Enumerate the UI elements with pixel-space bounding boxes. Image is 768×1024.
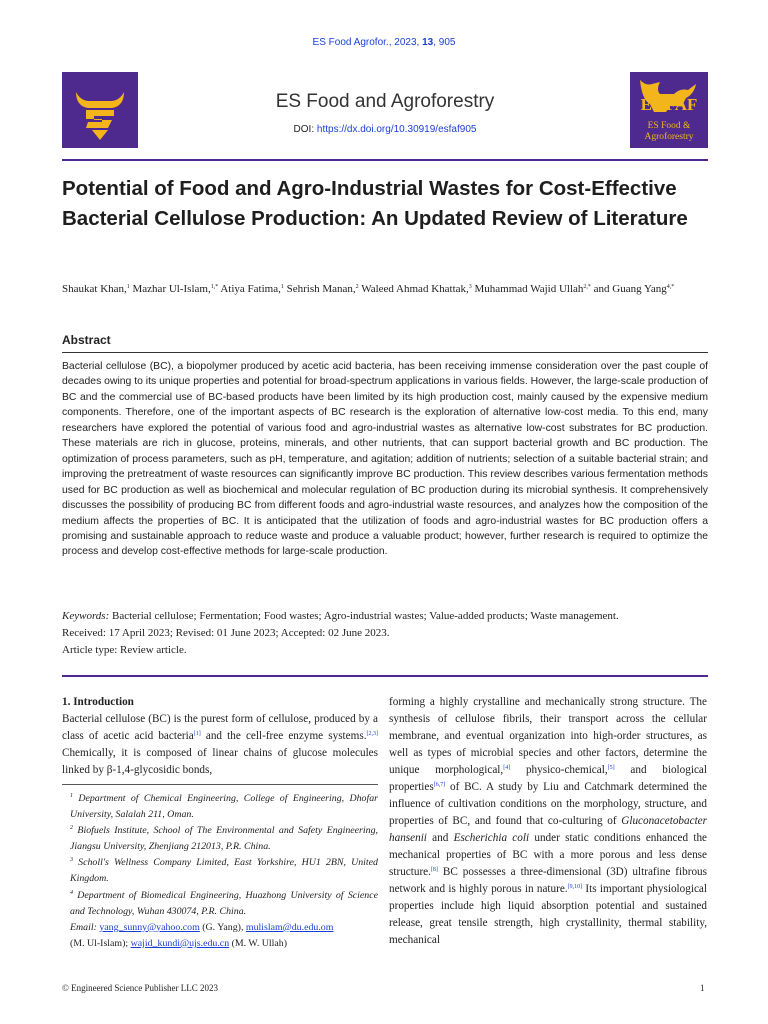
svg-text:ES Food &: ES Food & [647, 121, 691, 131]
species-name: Gluconacetobacter hansenii [389, 815, 707, 844]
logo-right-mark: ES FAF [640, 95, 698, 114]
citation-ref[interactable]: [4] [503, 765, 511, 771]
keywords-line [62, 608, 708, 625]
author-name: Waleed Ahmad Khattak, [358, 283, 469, 295]
author-affiliation-mark: 1 [280, 284, 284, 290]
intro-left-text-run: Bacterial cellulose (BC) is the purest form of cellulose, produced by a class of acetic acid bacteria [62, 713, 378, 742]
intro-right-text-run: under static conditions enhanced the mechanical properties of BC with a more porous and less dense structure. [389, 832, 708, 878]
author-affiliation-mark: 1,* [210, 284, 219, 290]
email-line: Email: yang_sunny@yahoo.com (G. Yang), mulislam@du.edu.om [70, 921, 334, 933]
intro-heading: 1. Introduction [62, 696, 134, 708]
author-name: and Guang Yang [590, 283, 667, 295]
email-link-yang[interactable]: yang_sunny@yahoo.com [99, 921, 200, 933]
intro-right-column [389, 694, 707, 949]
intro-right-text-run: BC possesses a three-dimensional (3D) ultrafine fibrous network and is highly porous in nature. [389, 866, 707, 895]
author-name: Atiya Fatima, [218, 283, 281, 295]
page-number: 1 [700, 983, 705, 993]
journal-abbrev: ES Food Agrofor., 2023, [312, 37, 420, 48]
email-link-ullah[interactable]: wajid_kundi@ujs.edu.cn [130, 937, 230, 949]
intro-right-text-run: and [426, 832, 454, 844]
journal-volume: 13 [422, 37, 434, 48]
author-list [62, 281, 708, 298]
header-divider [62, 159, 708, 161]
dates-line: Received: 17 April 2023; Revised: 01 June 2023; Accepted: 02 June 2023. [62, 627, 390, 639]
article-type-line: Article type: Review article. [62, 644, 187, 656]
journal-reference[interactable] [0, 37, 768, 48]
author-name: Mazhar Ul-Islam, [129, 283, 211, 295]
email-label: Email: [70, 921, 97, 933]
keywords-label: Keywords: [62, 610, 110, 622]
affiliation-4: $^4$ Department of Biomedical Engineering, Huazhong University of Science and Technology, Wuhan 430074, P.R. China. [70, 889, 378, 917]
author-affiliation-mark: 1 [126, 284, 130, 290]
author-affiliation-mark: 3 [468, 284, 472, 290]
affiliation-2: $^2$ Biofuels Institute, School of The Environmental and Safety Engineering, Jiangsu University, Zhenjiang 212013, P.R. China. [70, 825, 378, 853]
doi-link[interactable]: https://dx.doi.org/10.30919/esfaf905 [316, 124, 477, 135]
es-faf-logo-icon [630, 72, 708, 148]
email-link-ulislam[interactable]: mulislam@du.edu.om [245, 921, 334, 933]
footnote-divider [62, 784, 378, 785]
affiliation-3: $^3$ Scholl's Wellness Company Limited, East Yorkshire, HU1 2BN, United Kingdom. [70, 857, 378, 885]
section-divider [62, 675, 708, 677]
citation-ref[interactable]: [6,7] [433, 782, 446, 788]
doi-line [62, 124, 708, 135]
abstract-heading: Abstract [62, 333, 111, 347]
copyright-footer: © Engineered Science Publisher LLC 2023 [62, 983, 219, 993]
journal-name: ES Food and Agroforestry [275, 91, 495, 112]
intro-right-text-run: forming a highly crystalline and mechanically strong structure. The synthesis of cellulose fibrils, their transport across the cellular membrane, and eventual organization into high-order structures, as well as types of microbial species and other factors, determine the unique morphological, [389, 696, 707, 776]
author-affiliation-mark: 2 [355, 284, 359, 290]
journal-banner [62, 64, 708, 157]
citation-ref[interactable]: [1] [193, 731, 201, 737]
intro-left-text-run: and the cell-free enzyme systems. [200, 730, 367, 742]
svg-text:Agroforestry: Agroforestry [644, 132, 694, 142]
author-name: Shaukat Khan, [62, 283, 127, 295]
intro-right-text-run: of BC. A study by Liu and Catchmark determined the influence of cultivation conditions on the morphology, structure, and properties of BC, and found that co-culturing of [389, 781, 707, 827]
intro-right-text-run: and biological properties [389, 764, 707, 793]
abstract-divider [62, 352, 708, 353]
abstract-text: Bacterial cellulose (BC), a biopolymer produced by acetic acid bacteria, has been receiving immense consideration over the past couple of decades owing to its unique properties and potential for broad-spectrum applications in various fields. However, the large-scale production of BC and the commercial use of BC-based products have been limited by its high production cost, mainly caused by the expensive medium components. Therefore, one of the important aspects of BC research is the exploration of alternative low-cost media. To this end, many researchers have explored the potential of various food and agro-industrial wastes as alternative low-cost substrates for BC production. These materials are rich in glucose, proteins, minerals, and other nutrients, that can support bacterial growth and BC production. The optimization of process parameters, such as pH, temperature, and agitation; addition of nutrients; selection of a suitable bacterial strain; and improving the pretreatment of waste resources can significantly improve BC production. This review describes various fermentation methods used for BC production as well as biochemical and molecular regulation of BC production during its microbial synthesis. It comprehensively discusses the possibility of producing BC from different foods and agro-industrial waste resources, and analyzes how the composition of the medium affects the properties of BC. It is anticipated that the utilization of foods and agro-industrial wastes for BC production offers a promising and sustainable approach to reduce waste and produce a valuable product; however, further research is required to optimize the process and develop cost-effective methods for large-scale production. [62, 361, 708, 558]
author-name: Muhammad Wajid Ullah [471, 283, 584, 295]
logo-left-text: ES [62, 72, 64, 73]
intro-left-column [62, 694, 378, 779]
author-affiliation-mark: 4,* [666, 284, 675, 290]
citation-ref[interactable]: [8] [430, 867, 438, 873]
citation-ref[interactable]: [2,3] [366, 731, 378, 737]
author-name: Sehrish Manan, [283, 283, 356, 295]
citation-ref[interactable]: [5] [607, 765, 615, 771]
intro-left-text [62, 713, 378, 776]
email-line-2: (M. Ul-Islam); wajid_kundi@ujs.edu.cn (M. W. Ullah) [70, 937, 288, 949]
citation-ref[interactable]: [9,10] [567, 884, 583, 890]
affiliations-footnotes [62, 791, 378, 952]
intro-left-text-run: Chemically, it is composed of linear chains of glucose molecules linked by β-1,4-glycosidic bonds, [62, 747, 378, 776]
species-name: Escherichia coli [453, 832, 530, 844]
journal-logo-right [630, 72, 708, 148]
article-title: Potential of Food and Agro-Industrial Wastes for Cost-Effective Bacterial Cellulose Production: An Updated Review of Literature [62, 177, 688, 230]
intro-right-text-run: Its important physiological properties include high liquid absorption potential and sustained release, great tensile strength, high crystallinity, thermal stability, mechanical [389, 883, 707, 946]
intro-right-text-run: physico-chemical, [510, 764, 608, 776]
article-number: , 905 [433, 37, 456, 48]
article-metadata [62, 608, 708, 659]
logo-right-text: ES Food & Agroforestry [630, 72, 640, 73]
author-affiliation-mark: 2,* [583, 284, 591, 290]
keywords: Bacterial cellulose; Fermentation; Food wastes; Agro-industrial wastes; Value-added products; Waste management. [109, 610, 619, 622]
affiliation-1: $^1$ Department of Chemical Engineering, College of Engineering, Dhofar University, Salalah 211, Oman. [70, 793, 378, 821]
doi-label: DOI: [293, 124, 317, 135]
